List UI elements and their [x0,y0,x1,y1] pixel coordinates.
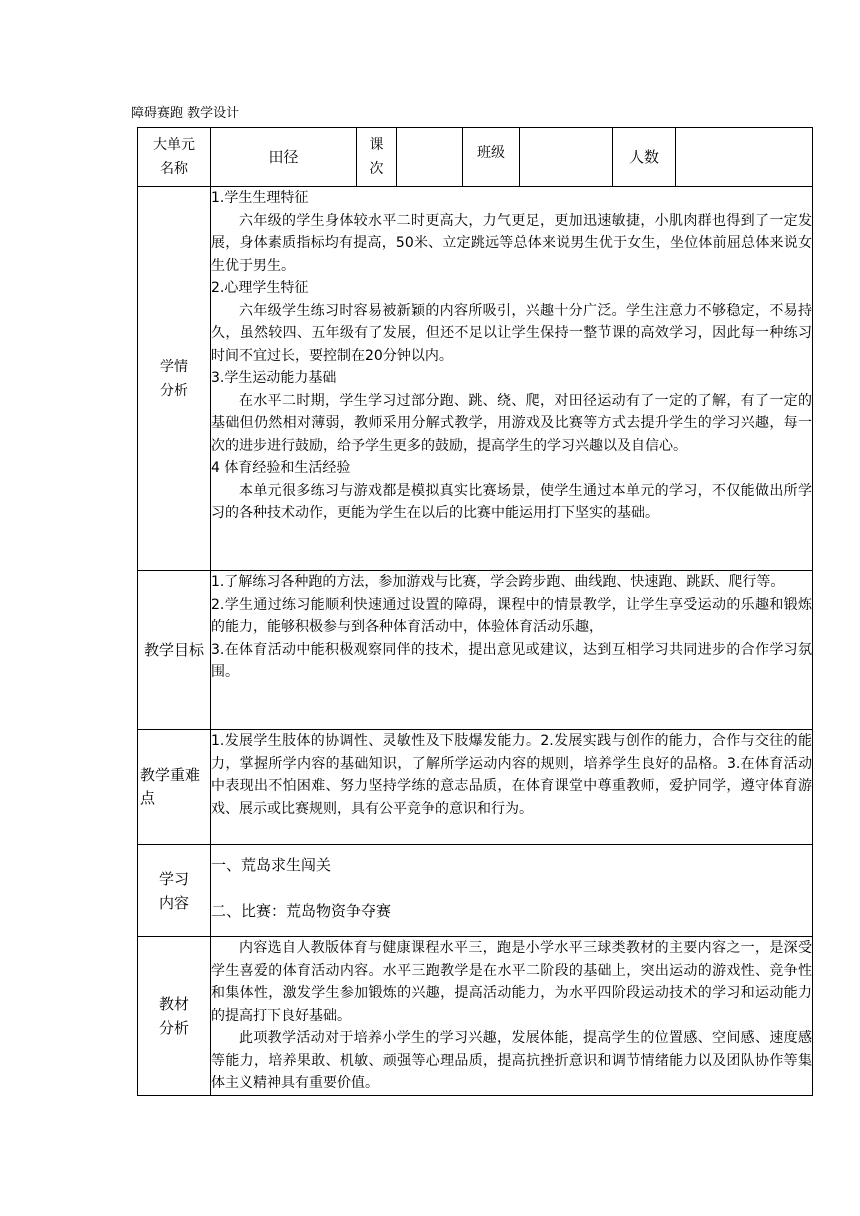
physiology-heading: 1.学生生理特征 [211,190,309,206]
study-item: 一、荒岛求生闯关 [211,856,332,874]
psychology-heading: 2.心理学生特征 [211,280,309,296]
class-label: 班级 [463,128,520,187]
teaching-goals-label: 教学目标 [138,571,211,730]
learner-analysis-content [211,187,813,571]
material-analysis-label: 教材 分析 [138,937,211,1096]
key-points-row [138,730,813,845]
material-text: 内容选自人教版体育与健康课程水平三，跑是小学水平三球类教材的主要内容之一，是深受学生喜爱的体育活动内容。水平三跑教学是在水平二阶段的基础上，突出运动的游戏性、竞争性和集体性，激发学生参加锻炼的兴趣，提高活动能力，为水平四阶段运动技术的学习和运动能力的提高打下良好基础。 [211,940,812,1024]
material-text: 此项教学活动对于培养小学生的学习兴趣，发展体能，提高学生的位置感、空间感、速度感等能力，培养果敢、机敏、顽强等心理品质，提高抗挫折意识和调节情绪能力以及团队协作等集体主义精神具有重要价值。 [211,1030,812,1091]
motor-ability-text: 在水平二时期，学生学习过部分跑、跳、绕、爬，对田径运动有了一定的了解，有了一定的基础但仍然相对薄弱，教师采用分解式教学，用游戏及比赛等方式去提升学生的学习兴趣，每一次的进步进行鼓励，给予学生更多的鼓励，提高学生的学习兴趣以及自信心。 [211,392,812,454]
experience-text: 本单元很多练习与游戏都是模拟真实比赛场景，使学生通过本单元的学习，不仅能做出所学习的各种技术动作，更能为学生在以后的比赛中能运用打下坚实的基础。 [211,482,812,521]
material-analysis-row [138,937,813,1096]
student-count-value [676,128,813,187]
physiology-text: 六年级的学生身体较水平二时更高大，力气更足，更加迅速敏捷，小肌肉群也得到了一定发展，身体素质指标均有提高，50米、立定跳远等总体来说男生优于女生，坐位体前屈总体来说女生优于男生。 [211,212,812,274]
header-row [138,128,813,187]
material-analysis-content [211,937,813,1096]
goal-item: 1.了解练习各种跑的方法，参加游戏与比赛，学会跨步跑、曲线跑、快速跑、跳跃、爬行等。 [211,574,785,590]
study-content-row [138,845,813,937]
learner-analysis-label: 学情 分析 [138,187,211,571]
class-value [520,128,613,187]
study-item: 二、比赛：荒岛物资争夺赛 [211,902,392,920]
teaching-goals-row [138,571,813,730]
goal-item: 2.学生通过练习能顺利快速通过设置的障碍，课程中的情景教学，让学生享受运动的乐趣和锻炼的能力，能够积极参与到各种体育活动中，体验体育活动乐趣， [211,596,812,635]
unit-name-label: 大单元 名称 [138,128,211,187]
key-points-text: 1.发展学生肢体的协调性、灵敏性及下肢爆发能力。2.发展实践与创作的能力，合作与交往的能力，掌握所学内容的基础知识，了解所学运动内容的规则，培养学生良好的品格。3.在体育活动中表现出不怕困难、努力坚持学练的意志品质，在体育课堂中尊重教师，爱护同学，遵守体育游戏、展示或比赛规则，具有公平竞争的意识和行为。 [211,733,812,817]
motor-ability-heading: 3.学生运动能力基础 [211,370,337,386]
goal-item: 3.在体育活动中能积极观察同伴的技术，提出意见或建议，达到互相学习共同进步的合作学习氛围。 [211,641,812,680]
document-title: 障碍赛跑 教学设计 [131,106,240,121]
study-content-label: 学习 内容 [138,845,211,937]
study-content [211,845,813,937]
lesson-number-label: 课 次 [357,128,397,187]
lesson-plan-table [137,127,813,1096]
experience-heading: 4 体育经验和生活经验 [211,460,351,476]
teaching-goals-content [211,571,813,730]
student-count-label: 人数 [613,128,676,187]
learner-analysis-row [138,187,813,571]
key-points-content [211,730,813,845]
key-points-label: 教学重难 点 [138,730,211,845]
unit-name-value: 田径 [211,128,357,187]
lesson-number-value [397,128,463,187]
psychology-text: 六年级学生练习时容易被新颖的内容所吸引，兴趣十分广泛。学生注意力不够稳定，不易持久，虽然较四、五年级有了发展，但还不足以让学生保持一整节课的高效学习，因此每一种练习时间不宜过长，要控制在20分钟以内。 [211,302,812,364]
